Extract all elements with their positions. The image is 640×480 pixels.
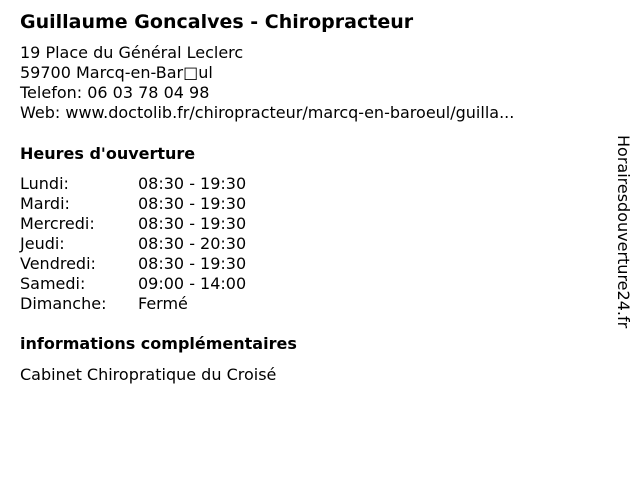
hours-day: Lundi: — [20, 174, 69, 193]
hours-time: Fermé — [138, 294, 188, 313]
phone-line: Telefon: 06 03 78 04 98 — [20, 83, 210, 102]
hours-row-monday — [20, 174, 246, 194]
site-watermark: Horairesdouverture24.fr — [614, 135, 633, 329]
hours-row-friday — [20, 254, 246, 274]
hours-row-saturday — [20, 274, 246, 294]
hours-row-wednesday — [20, 214, 246, 234]
opening-hours-heading: Heures d'ouverture — [20, 144, 196, 163]
hours-time: 09:00 - 14:00 — [138, 274, 247, 293]
hours-time: 08:30 - 19:30 — [138, 174, 247, 193]
additional-info-text: Cabinet Chiropratique du Croisé — [20, 365, 277, 384]
hours-time: 08:30 - 20:30 — [138, 234, 247, 253]
business-title: Guillaume Goncalves - Chiropracteur — [20, 11, 414, 33]
hours-day: Jeudi: — [20, 234, 65, 253]
hours-time: 08:30 - 19:30 — [138, 254, 247, 273]
hours-row-thursday — [20, 234, 246, 254]
address-street: 19 Place du Général Leclerc — [20, 43, 244, 62]
web-line: Web: www.doctolib.fr/chiropracteur/marcq-en-baroeul/guilla... — [20, 103, 515, 122]
opening-hours-table — [20, 174, 246, 314]
hours-day: Mercredi: — [20, 214, 95, 233]
address-city: 59700 Marcq-en-Bar□ul — [20, 63, 213, 82]
hours-day: Dimanche: — [20, 294, 107, 313]
additional-info-heading: informations complémentaires — [20, 334, 297, 353]
hours-time: 08:30 - 19:30 — [138, 194, 247, 213]
contact-block — [20, 43, 514, 123]
hours-row-sunday — [20, 294, 246, 314]
hours-row-tuesday — [20, 194, 246, 214]
hours-day: Vendredi: — [20, 254, 96, 273]
hours-day: Samedi: — [20, 274, 86, 293]
hours-time: 08:30 - 19:30 — [138, 214, 247, 233]
hours-day: Mardi: — [20, 194, 70, 213]
